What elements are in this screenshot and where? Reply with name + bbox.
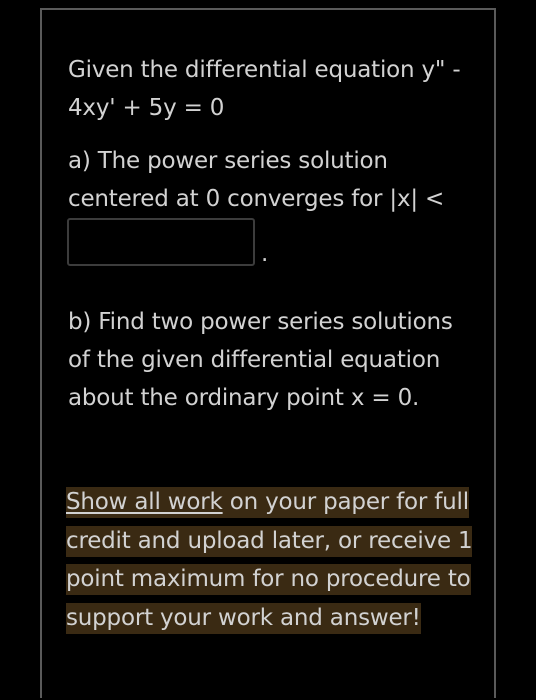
part-b-text [68, 303, 478, 417]
note-line-3 [66, 560, 476, 599]
question-intro [68, 51, 478, 127]
answer-row [67, 218, 268, 266]
note-line-2-text: credit and upload later, or receive 1 [66, 526, 472, 557]
intro-line-2: 4xy' + 5y = 0 [68, 95, 225, 121]
note-line-3-text: point maximum for no procedure to [66, 564, 471, 595]
note-line-1 [66, 483, 476, 522]
note-line-1-rest: on your paper for full [222, 489, 469, 515]
part-b-line-2: of the given differential equation [68, 347, 441, 373]
instructions-note [66, 483, 476, 637]
answer-input-box[interactable] [67, 218, 255, 266]
part-b-line-3: about the ordinary point x = 0. [68, 385, 420, 411]
part-a-line-2: centered at 0 converges for |x| < [68, 186, 445, 212]
note-emphasis: Show all work [66, 489, 223, 515]
note-line-4 [66, 599, 476, 638]
answer-period: . [261, 241, 269, 267]
part-a-text [68, 142, 478, 218]
note-line-4-text: support your work and answer! [66, 603, 421, 634]
part-b-line-1: b) Find two power series solutions [68, 309, 453, 335]
note-line-2 [66, 522, 476, 561]
part-a-line-1: a) The power series solution [68, 148, 388, 174]
intro-line-1: Given the differential equation y" - [68, 57, 461, 83]
